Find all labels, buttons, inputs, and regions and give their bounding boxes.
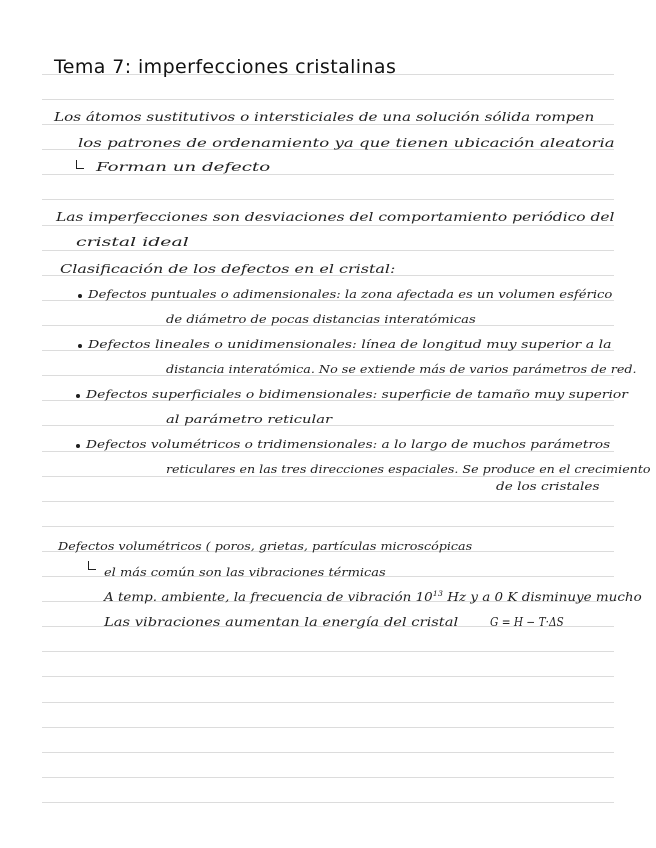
defect-surface-line1: Defectos superficiales o bidimensionales: superficie de tamaño muy superior bbox=[86, 388, 628, 401]
energy-line: Las vibraciones aumentan la energía del cristal bbox=[104, 615, 459, 629]
paragraph2-line1: Las imperfecciones son desviaciones del comportamiento periódico del bbox=[56, 210, 615, 224]
defect-point-line1: Defectos puntuales o adimensionales: la zona afectada es un volumen esférico bbox=[88, 288, 613, 301]
ruled-line bbox=[42, 250, 614, 251]
defect-linear-line2: distancia interatómica. No se extiende más de varios parámetros de red. bbox=[166, 363, 637, 376]
ruled-line bbox=[42, 777, 614, 778]
vibration-text-post: Hz y a 0 K disminuye mucho bbox=[442, 590, 642, 604]
arrow-icon bbox=[88, 561, 96, 570]
paragraph1-result: Forman un defecto bbox=[96, 160, 271, 174]
defect-volumetric-line3: de los cristales bbox=[496, 480, 600, 493]
ruled-line bbox=[42, 174, 614, 175]
vibration-text-pre: A temp. ambiente, la frecuencia de vibración 10 bbox=[104, 590, 433, 604]
defect-linear-line1: Defectos lineales o unidimensionales: línea de longitud muy superior a la bbox=[88, 338, 612, 351]
paragraph2-line2: cristal ideal bbox=[76, 235, 189, 249]
classification-heading: Clasificación de los defectos en el cristal: bbox=[60, 262, 396, 276]
ruled-line bbox=[42, 752, 614, 753]
volumetric-heading: Defectos volumétricos ( poros, grietas, partículas microscópicas bbox=[58, 540, 473, 553]
ruled-line bbox=[42, 651, 614, 652]
ruled-line bbox=[42, 225, 614, 226]
ruled-line bbox=[42, 676, 614, 677]
gibbs-formula: G = H − T·ΔS bbox=[490, 615, 564, 629]
paragraph1-line1: Los átomos sustitutivos o intersticiales de una solución sólida rompen bbox=[54, 110, 595, 124]
ruled-line bbox=[42, 199, 614, 200]
ruled-line bbox=[42, 124, 614, 125]
ruled-line bbox=[42, 727, 614, 728]
paragraph1-line2: los patrones de ordenamiento ya que tienen ubicación aleatoria bbox=[78, 136, 615, 150]
defect-volumetric-line2: reticulares en las tres direcciones espaciales. Se produce en el crecimiento bbox=[166, 463, 651, 476]
vibration-exponent: 13 bbox=[432, 590, 443, 599]
bullet-icon bbox=[76, 394, 80, 398]
arrow-icon bbox=[76, 160, 84, 169]
ruled-line bbox=[42, 99, 614, 100]
bullet-icon bbox=[78, 344, 82, 348]
bullet-icon bbox=[76, 444, 80, 448]
vibration-line bbox=[104, 590, 642, 604]
bullet-icon bbox=[78, 294, 82, 298]
defect-surface-line2: al parámetro reticular bbox=[166, 413, 333, 426]
defect-point-line2: de diámetro de pocas distancias interatómicas bbox=[166, 313, 476, 326]
ruled-line bbox=[42, 526, 614, 527]
volumetric-sub: el más común son las vibraciones térmicas bbox=[104, 566, 386, 579]
page-title: Tema 7: imperfecciones cristalinas bbox=[54, 56, 397, 78]
ruled-line bbox=[42, 702, 614, 703]
defect-volumetric-line1: Defectos volumétricos o tridimensionales: a lo largo de muchos parámetros bbox=[86, 438, 611, 451]
ruled-line bbox=[42, 451, 614, 452]
ruled-line bbox=[42, 476, 614, 477]
ruled-line bbox=[42, 501, 614, 502]
ruled-line bbox=[42, 802, 614, 803]
